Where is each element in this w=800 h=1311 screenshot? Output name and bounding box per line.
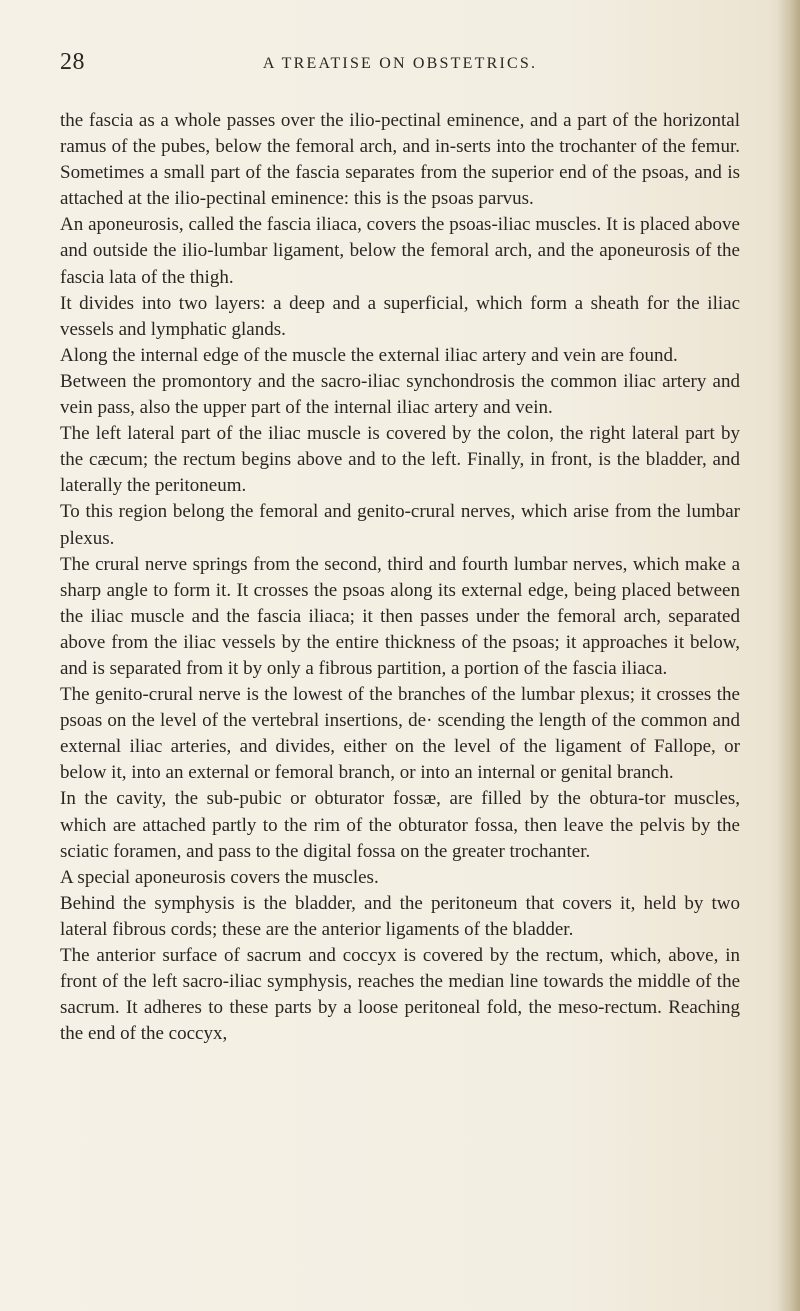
paragraph: The crural nerve springs from the second, third and fourth lumbar nerves, which make a sharp angle to form it. It crosses the psoas along its external edge, being placed between the iliac muscle and the fascia iliaca; it then passes under the femoral arch, separated above from the iliac vessels by the entire thickness of the psoas; it approaches it below, and is separated from it by only a fibrous partition, a portion of the fascia iliaca. [60,553,740,679]
paragraph: the fascia as a whole passes over the ilio-pectinal eminence, and a part of the horizontal ramus of the pubes, below the femoral arch, and in-serts into the trochanter of the femur. Sometimes a small part of the fascia separates from the superior end of the psoas, and is attached at the ilio-pectinal eminence: this is the psoas parvus. [60,110,740,210]
paragraph: The genito-crural nerve is the lowest of the branches of the lumbar plexus; it crosses the psoas on the level of the vertebral insertions, de· scending the length of the common and external iliac arteries, and divides, either on the level of the ligament of Fallope, or below it, into an external or femoral branch, or into an internal or genital branch. [60,684,740,784]
running-head: A TREATISE ON OBSTETRICS. [262,55,538,72]
paragraph: Along the internal edge of the muscle the external iliac artery and vein are found. [60,344,678,366]
paragraph: The left lateral part of the iliac muscle is covered by the colon, the right lateral part by the cæcum; the rectum begins above and to the left. Finally, in front, is the bladder, and laterally the peritoneum. [60,423,740,497]
paragraph: An aponeurosis, called the fascia iliaca, covers the psoas-iliac muscles. It is placed above and outside the ilio-lumbar ligament, below the femoral arch, and the aponeurosis of the fascia lata of the thigh. [60,214,740,288]
paragraph: In the cavity, the sub-pubic or obturator fossæ, are filled by the obtura-tor muscles, which are attached partly to the rim of the obturator fossa, then leave the pelvis by the sciatic foramen, and pass to the digital fossa on the greater trochanter. [60,788,740,862]
paragraph: Between the promontory and the sacro-iliac synchondrosis the common iliac artery and vein pass, also the upper part of the internal iliac artery and vein. [60,370,740,419]
paragraph: A special aponeurosis covers the muscles. [60,866,379,888]
paragraph: It divides into two layers: a deep and a superficial, which form a sheath for the iliac vessels and lymphatic glands. [60,292,740,340]
page-number: 28 [60,49,85,75]
body-text [60,108,740,1047]
paragraph: To this region belong the femoral and genito-crural nerves, which arise from the lumbar plexus. [60,501,740,549]
page-binding-edge [778,0,800,1311]
paragraph: The anterior surface of sacrum and coccyx is covered by the rectum, which, above, in front of the left sacro-iliac symphysis, reaches the median line towards the middle of the sacrum. It adheres to these parts by a loose peritoneal fold, the meso-rectum. Reaching the end of the coccyx, [60,945,740,1045]
page-header [60,49,740,79]
paragraph: Behind the symphysis is the bladder, and the peritoneum that covers it, held by two lateral fibrous cords; these are the anterior ligaments of the bladder. [60,892,740,940]
